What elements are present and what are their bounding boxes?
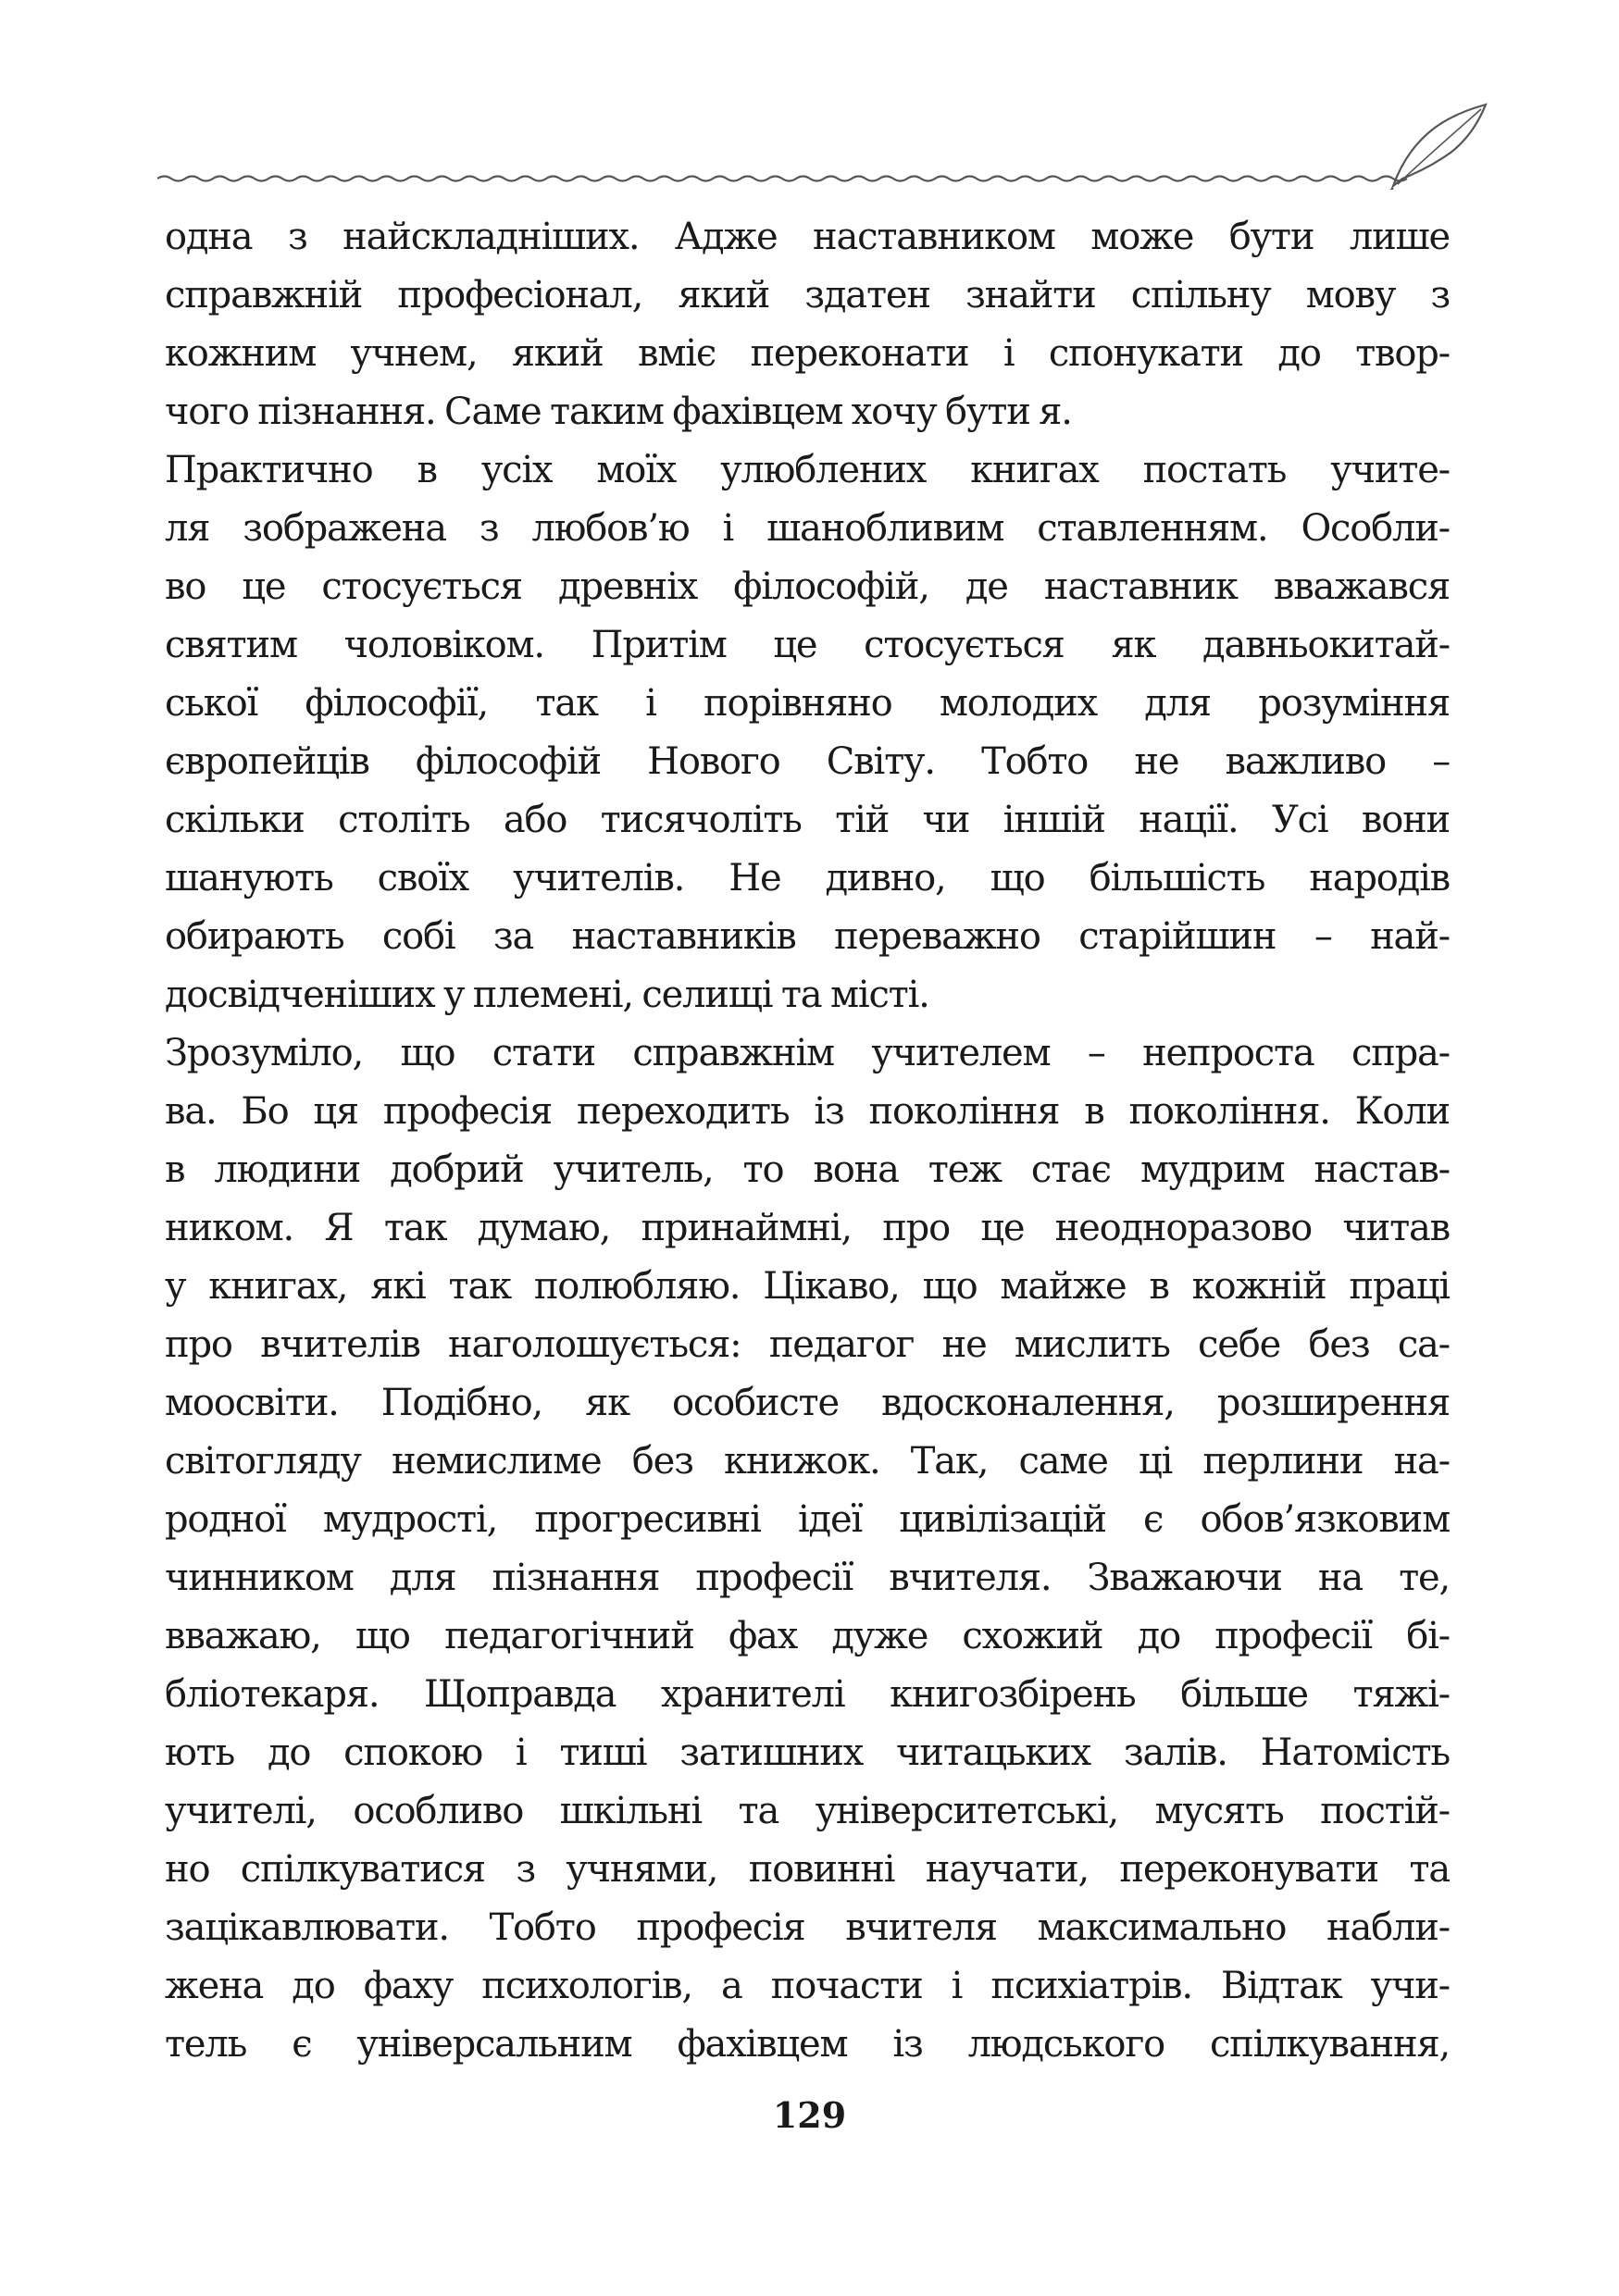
text-line: ником. Я так думаю, принаймні, про це неодноразово читав <box>165 1207 1450 1249</box>
text-line: шанують своїх учителів. Не дивно, що більшість народів <box>165 857 1450 900</box>
text-line: європейців філософій Нового Світу. Тобто не важливо – <box>165 740 1450 783</box>
text-line: ської філософії, так і порівняно молодих для розуміння <box>165 682 1450 725</box>
text-line: зацікавлювати. Тобто професія вчителя максимально набли- <box>165 1906 1450 1949</box>
text-line: світогляду немислиме без книжок. Так, саме ці перлини на- <box>165 1440 1450 1483</box>
text-line: во це стосується древніх філософій, де наставник вважався <box>165 565 1450 608</box>
wavy-line-with-quill-icon <box>157 97 1490 190</box>
text-line: одна з найскладніших. Адже наставником може бути лише <box>165 216 1450 258</box>
text-line: справжній професіонал, який здатен знайти спільну мову з <box>165 274 1450 316</box>
text-line: вважаю, що педагогічний фах дуже схожий до професії бі- <box>165 1615 1450 1657</box>
text-line: но спілкуватися з учнями, повинні научати, переконувати та <box>165 1848 1450 1891</box>
text-line: скільки століть або тисячоліть тій чи іншій нації. Усі вони <box>165 799 1450 841</box>
page-number: 129 <box>772 2094 847 2136</box>
text-line: чого пізнання. Саме таким фахівцем хочу бути я. <box>165 391 1072 433</box>
text-line: святим чоловіком. Притім це стосується як давньокитай- <box>165 624 1450 666</box>
text-line: Практично в усіх моїх улюблених книгах постать учите- <box>165 449 1450 491</box>
text-line: обирають собі за наставників переважно старійшин – най- <box>165 915 1450 958</box>
text-line: Зрозуміло, що стати справжнім учителем – непроста спра- <box>165 1032 1450 1074</box>
text-line: чинником для пізнання професії вчителя. Зважаючи на те, <box>165 1557 1450 1599</box>
text-line: ва. Бо ця професія переходить із покоління в покоління. Коли <box>165 1090 1450 1133</box>
text-line: про вчителів наголошується: педагог не мислить себе без са- <box>165 1323 1450 1366</box>
text-line: родної мудрості, прогресивні ідеї цивілізацій є обов’язковим <box>165 1498 1450 1541</box>
text-line: ють до спокою і тиші затишних читацьких залів. Натомість <box>165 1731 1450 1774</box>
text-line: в людини добрий учитель, то вона теж стає мудрим настав- <box>165 1148 1450 1191</box>
text-line: досвідченіших у племені, селищі та місті. <box>165 974 929 1016</box>
text-line: кожним учнем, який вміє переконати і спонукати до твор- <box>165 332 1450 375</box>
text-line: у книгах, які так полюбляю. Цікаво, що майже в кожній праці <box>165 1265 1450 1308</box>
text-line: моосвіти. Подібно, як особисте вдосконалення, розширення <box>165 1382 1450 1424</box>
text-line: жена до фаху психологів, а почасти і психіатрів. Відтак учи- <box>165 1965 1450 2007</box>
quill-icon <box>1388 105 1486 190</box>
text-line: бліотекаря. Щоправда хранителі книгозбірень більше тяжі- <box>165 1673 1450 1716</box>
text-line: ля зображена з любов’ю і шанобливим ставленням. Особли- <box>165 507 1450 550</box>
text-line: тель є універсальним фахівцем із людського спілкування, <box>165 2023 1450 2066</box>
text-line: учителі, особливо шкільні та університетські, мусять постій- <box>165 1790 1450 1832</box>
body-text <box>165 208 1450 2074</box>
